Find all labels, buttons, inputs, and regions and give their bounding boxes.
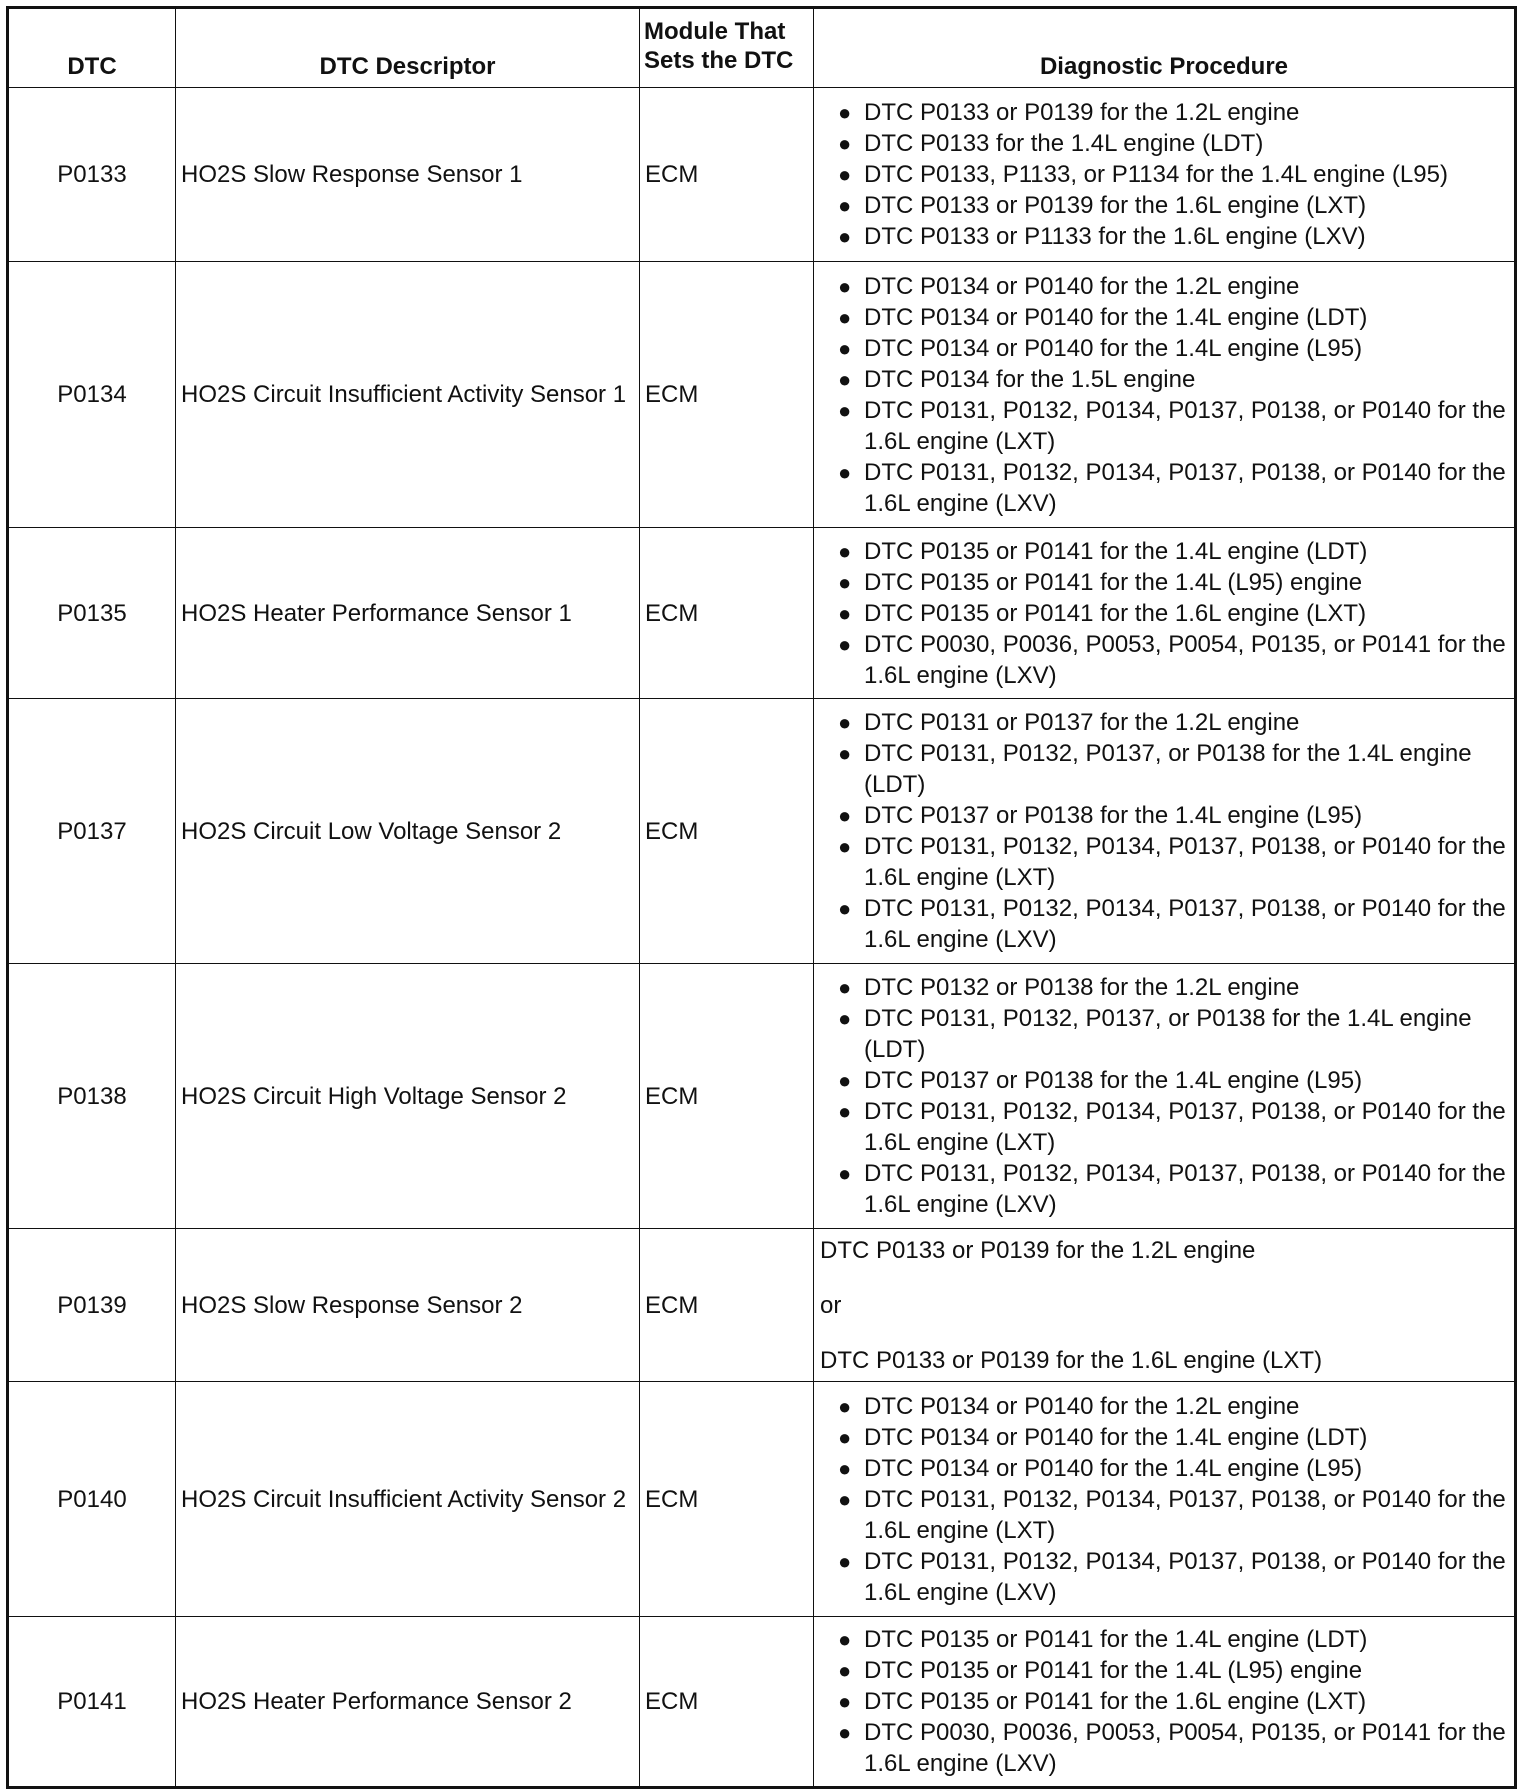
dtc-descriptor-cell: HO2S Slow Response Sensor 2 <box>176 1229 640 1382</box>
procedure-text: DTC P0131 or P0137 for the 1.2L engine <box>864 709 1300 736</box>
procedure-text: DTC P0137 or P0138 for the 1.4L engine (L95) <box>864 1067 1363 1094</box>
procedure-text: DTC P0131, P0132, P0134, P0137, P0138, or P0140 for the 1.6L engine (LXV) <box>864 1160 1506 1218</box>
line-gap <box>820 1321 1508 1345</box>
header-module-line2: Sets the DTC <box>644 47 794 74</box>
bullet-icon: ● <box>838 1393 852 1419</box>
table-row <box>8 88 1516 262</box>
procedure-list <box>822 972 1506 1220</box>
procedure-list <box>822 97 1506 252</box>
bullet-icon: ● <box>838 224 852 249</box>
procedure-item <box>822 738 1506 800</box>
procedure-text: DTC P0131, P0132, P0134, P0137, P0138, or P0140 for the 1.6L engine (LXT) <box>864 1485 1506 1544</box>
diagnostic-procedure-cell <box>814 88 1516 262</box>
bullet-icon: ● <box>838 193 852 218</box>
bullet-icon: ● <box>838 1658 852 1683</box>
procedure-item <box>822 271 1506 302</box>
dtc-descriptor-cell: HO2S Heater Performance Sensor 1 <box>176 528 640 699</box>
diagnostic-procedure-cell <box>814 262 1516 528</box>
procedure-item <box>822 893 1506 955</box>
bullet-icon: ● <box>838 1424 852 1450</box>
table-body <box>8 88 1516 1788</box>
procedure-item <box>822 1158 1506 1220</box>
module-cell: ECM <box>640 528 814 699</box>
dtc-code-cell: P0141 <box>8 1617 176 1788</box>
procedure-item <box>822 1453 1506 1484</box>
bullet-icon: ● <box>838 975 852 1000</box>
table-row <box>8 964 1516 1229</box>
procedure-item <box>822 1422 1506 1453</box>
procedure-text: DTC P0133 or P0139 for the 1.6L engine (LXT) <box>864 192 1367 219</box>
bullet-icon: ● <box>838 1161 852 1186</box>
bullet-icon: ● <box>838 1486 852 1512</box>
bullet-icon: ● <box>838 1455 852 1481</box>
module-cell: ECM <box>640 699 814 964</box>
procedure-item <box>822 221 1506 252</box>
dtc-code-cell: P0138 <box>8 964 176 1229</box>
bullet-icon: ● <box>838 131 852 156</box>
procedure-text: DTC P0135 or P0141 for the 1.6L engine (LXT) <box>864 599 1367 627</box>
bullet-icon: ● <box>838 1006 852 1031</box>
module-cell: ECM <box>640 964 814 1229</box>
procedure-text: DTC P0135 or P0141 for the 1.4L engine (LDT) <box>864 537 1368 565</box>
procedure-item <box>822 159 1506 190</box>
bullet-icon: ● <box>838 162 852 187</box>
procedure-text: DTC P0134 or P0140 for the 1.4L engine (L95) <box>864 334 1363 362</box>
procedure-item <box>822 302 1506 333</box>
procedure-text: DTC P0135 or P0141 for the 1.4L (L95) engine <box>864 1657 1363 1684</box>
module-cell: ECM <box>640 88 814 262</box>
dtc-code-cell: P0135 <box>8 528 176 699</box>
procedure-text: DTC P0134 or P0140 for the 1.4L engine (LDT) <box>864 303 1368 331</box>
header-module <box>640 8 814 88</box>
procedure-item <box>822 707 1506 738</box>
procedure-text: DTC P0133 for the 1.4L engine (LDT) <box>864 130 1264 157</box>
procedure-item <box>822 598 1506 629</box>
header-procedure: Diagnostic Procedure <box>814 8 1516 88</box>
procedure-item <box>822 1003 1506 1065</box>
table-header-row <box>8 8 1516 88</box>
procedure-item <box>822 190 1506 221</box>
header-descriptor: DTC Descriptor <box>176 8 640 88</box>
procedure-item <box>822 1624 1506 1655</box>
procedure-text: DTC P0030, P0036, P0053, P0054, P0135, or P0141 for the 1.6L engine (LXV) <box>864 1719 1506 1777</box>
bullet-icon: ● <box>838 896 852 921</box>
bullet-icon: ● <box>838 803 852 828</box>
procedure-item <box>822 128 1506 159</box>
procedure-text: DTC P0135 or P0141 for the 1.4L engine (LDT) <box>864 1626 1368 1653</box>
dtc-table <box>6 6 1517 1789</box>
procedure-text: DTC P0134 or P0140 for the 1.4L engine (LDT) <box>864 1423 1368 1451</box>
dtc-code-cell: P0134 <box>8 262 176 528</box>
procedure-text: DTC P0133 or P0139 for the 1.2L engine <box>820 1236 1256 1264</box>
procedure-item <box>822 457 1506 519</box>
module-cell: ECM <box>640 1382 814 1617</box>
table-row <box>8 1617 1516 1788</box>
procedure-text: DTC P0131, P0132, P0134, P0137, P0138, or P0140 for the 1.6L engine (LXT) <box>864 833 1506 891</box>
bullet-icon: ● <box>838 1068 852 1093</box>
procedure-text: or <box>820 1291 842 1319</box>
procedure-text: DTC P0133 or P0139 for the 1.2L engine <box>864 99 1300 126</box>
table-row <box>8 1382 1516 1617</box>
table-row <box>8 1229 1516 1382</box>
procedure-item <box>822 1686 1506 1717</box>
procedure-text: DTC P0135 or P0141 for the 1.6L engine (LXT) <box>864 1688 1367 1715</box>
bullet-icon: ● <box>838 600 852 626</box>
procedure-text: DTC P0134 or P0140 for the 1.4L engine (L95) <box>864 1454 1363 1482</box>
diagnostic-procedure-cell <box>814 964 1516 1229</box>
procedure-list <box>822 1624 1506 1779</box>
procedure-text: DTC P0030, P0036, P0053, P0054, P0135, or P0141 for the 1.6L engine (LXV) <box>864 630 1506 689</box>
bullet-icon: ● <box>838 538 852 564</box>
procedure-item <box>822 97 1506 128</box>
procedure-item <box>822 1391 1506 1422</box>
procedure-item <box>822 364 1506 395</box>
bullet-icon: ● <box>838 397 852 423</box>
procedure-item <box>822 567 1506 598</box>
diagnostic-procedure-cell <box>814 1382 1516 1617</box>
procedure-text: DTC P0133 or P1133 for the 1.6L engine (LXV) <box>864 223 1366 250</box>
procedure-item <box>822 800 1506 831</box>
dtc-code-cell: P0140 <box>8 1382 176 1617</box>
procedure-text: DTC P0131, P0132, P0137, or P0138 for the 1.4L engine (LDT) <box>864 740 1472 798</box>
dtc-descriptor-cell: HO2S Circuit Insufficient Activity Sensor 1 <box>176 262 640 528</box>
procedure-text: DTC P0131, P0132, P0134, P0137, P0138, or P0140 for the 1.6L engine (LXV) <box>864 458 1506 517</box>
procedure-text: DTC P0134 or P0140 for the 1.2L engine <box>864 272 1300 300</box>
header-module-line1: Module That <box>644 18 786 45</box>
bullet-icon: ● <box>838 459 852 485</box>
procedure-text: DTC P0137 or P0138 for the 1.4L engine (L95) <box>864 802 1363 829</box>
procedure-item <box>822 629 1506 691</box>
procedure-item <box>822 1065 1506 1096</box>
procedure-item <box>822 1717 1506 1779</box>
dtc-descriptor-cell: HO2S Circuit High Voltage Sensor 2 <box>176 964 640 1229</box>
procedure-text: DTC P0131, P0132, P0134, P0137, P0138, or P0140 for the 1.6L engine (LXT) <box>864 396 1506 455</box>
dtc-code-cell: P0133 <box>8 88 176 262</box>
dtc-descriptor-cell: HO2S Circuit Low Voltage Sensor 2 <box>176 699 640 964</box>
bullet-icon: ● <box>838 741 852 766</box>
bullet-icon: ● <box>838 335 852 361</box>
procedure-text: DTC P0132 or P0138 for the 1.2L engine <box>864 974 1300 1001</box>
bullet-icon: ● <box>838 631 852 657</box>
bullet-icon: ● <box>838 1548 852 1574</box>
dtc-descriptor-cell: HO2S Circuit Insufficient Activity Sensor 2 <box>176 1382 640 1617</box>
table-row <box>8 699 1516 964</box>
procedure-item <box>822 395 1506 457</box>
procedure-list <box>822 1391 1506 1608</box>
module-cell: ECM <box>640 1229 814 1382</box>
bullet-icon: ● <box>838 273 852 299</box>
procedure-item <box>822 831 1506 893</box>
procedure-list <box>822 536 1506 691</box>
bullet-icon: ● <box>838 710 852 735</box>
procedure-text: DTC P0131, P0132, P0134, P0137, P0138, or P0140 for the 1.6L engine (LXV) <box>864 895 1506 953</box>
bullet-icon: ● <box>838 1627 852 1652</box>
dtc-table-container <box>6 6 1517 1789</box>
bullet-icon: ● <box>838 304 852 330</box>
bullet-icon: ● <box>838 1689 852 1714</box>
bullet-icon: ● <box>838 366 852 392</box>
dtc-code-cell: P0139 <box>8 1229 176 1382</box>
dtc-descriptor-cell: HO2S Heater Performance Sensor 2 <box>176 1617 640 1788</box>
diagnostic-procedure-cell <box>814 528 1516 699</box>
bullet-icon: ● <box>838 100 852 125</box>
procedure-item <box>822 1655 1506 1686</box>
procedure-item <box>822 1484 1506 1546</box>
procedure-item <box>822 972 1506 1003</box>
bullet-icon: ● <box>838 834 852 859</box>
dtc-descriptor-cell: HO2S Slow Response Sensor 1 <box>176 88 640 262</box>
bullet-icon: ● <box>838 569 852 595</box>
bullet-icon: ● <box>838 1720 852 1745</box>
module-cell: ECM <box>640 262 814 528</box>
table-row <box>8 262 1516 528</box>
procedure-item <box>822 333 1506 364</box>
procedure-text: DTC P0131, P0132, P0137, or P0138 for the 1.4L engine (LDT) <box>864 1005 1472 1063</box>
procedure-item <box>822 536 1506 567</box>
diagnostic-procedure-cell <box>814 1229 1516 1382</box>
procedure-item <box>822 1546 1506 1608</box>
procedure-item <box>822 1096 1506 1158</box>
procedure-text: DTC P0134 for the 1.5L engine <box>864 365 1196 393</box>
procedure-list <box>822 707 1506 955</box>
header-dtc: DTC <box>8 8 176 88</box>
bullet-icon: ● <box>838 1099 852 1124</box>
diagnostic-procedure-cell <box>814 1617 1516 1788</box>
procedure-text: DTC P0131, P0132, P0134, P0137, P0138, or P0140 for the 1.6L engine (LXT) <box>864 1098 1506 1156</box>
procedure-text: DTC P0133, P1133, or P1134 for the 1.4L engine (L95) <box>864 161 1448 188</box>
procedure-text: DTC P0134 or P0140 for the 1.2L engine <box>864 1392 1300 1420</box>
procedure-list <box>822 271 1506 519</box>
diagnostic-procedure-cell <box>814 699 1516 964</box>
table-row <box>8 528 1516 699</box>
procedure-text: DTC P0133 or P0139 for the 1.6L engine (LXT) <box>820 1346 1323 1374</box>
module-cell: ECM <box>640 1617 814 1788</box>
procedure-text: DTC P0131, P0132, P0134, P0137, P0138, or P0140 for the 1.6L engine (LXV) <box>864 1547 1506 1606</box>
dtc-code-cell: P0137 <box>8 699 176 964</box>
procedure-text: DTC P0135 or P0141 for the 1.4L (L95) engine <box>864 568 1363 596</box>
line-gap <box>820 1266 1508 1290</box>
